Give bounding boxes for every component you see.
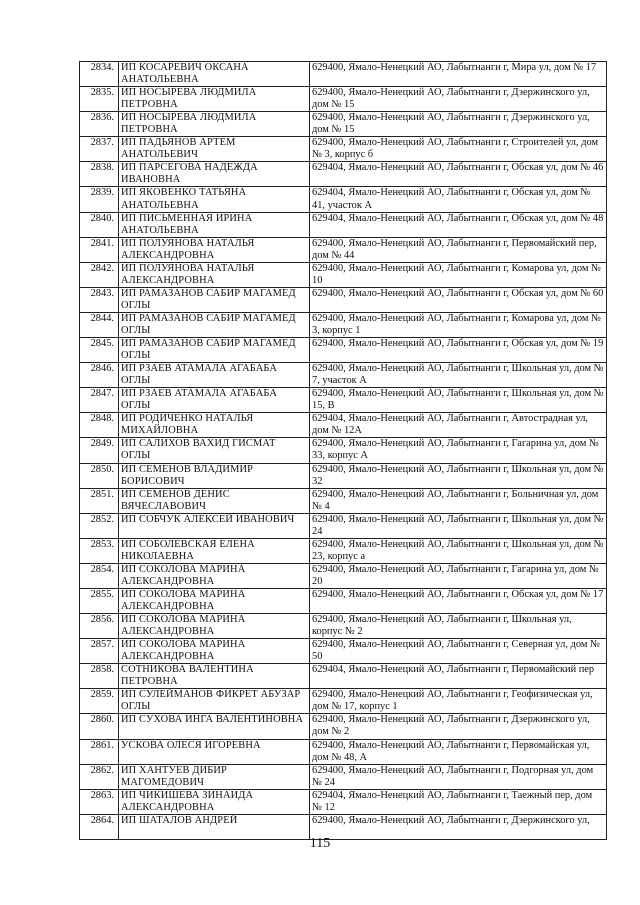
row-number: 2850. bbox=[80, 463, 119, 488]
entrepreneur-name: ИП ЧИКИШЕВА ЗИНАИДА АЛЕКСАНДРОВНА bbox=[119, 789, 310, 814]
entrepreneur-address: 629400, Ямало-Ненецкий АО, Лабытнанги г, Первомайский пер, дом № 44 bbox=[310, 237, 607, 262]
row-number: 2837. bbox=[80, 137, 119, 162]
entrepreneur-address: 629400, Ямало-Ненецкий АО, Лабытнанги г, Первомайская ул, дом № 48, А bbox=[310, 739, 607, 764]
entrepreneur-name: ИП СУХОВА ИНГА ВАЛЕНТИНОВНА bbox=[119, 714, 310, 739]
table-row bbox=[80, 438, 607, 463]
entrepreneur-address: 629400, Ямало-Ненецкий АО, Лабытнанги г, Школьная ул, дом № 23, корпус а bbox=[310, 538, 607, 563]
entrepreneur-address: 629400, Ямало-Ненецкий АО, Лабытнанги г, Северная ул, дом № 50 bbox=[310, 639, 607, 664]
row-number: 2838. bbox=[80, 162, 119, 187]
row-number: 2862. bbox=[80, 764, 119, 789]
table-row bbox=[80, 789, 607, 814]
table-row bbox=[80, 488, 607, 513]
table-row bbox=[80, 287, 607, 312]
table-row bbox=[80, 388, 607, 413]
row-number: 2847. bbox=[80, 388, 119, 413]
entrepreneur-address: 629400, Ямало-Ненецкий АО, Лабытнанги г, Дзержинского ул, bbox=[310, 814, 607, 839]
entrepreneur-name: УСКОВА ОЛЕСЯ ИГОРЕВНА bbox=[119, 739, 310, 764]
entrepreneur-address: 629400, Ямало-Ненецкий АО, Лабытнанги г, Школьная ул, дом № 24 bbox=[310, 513, 607, 538]
table-row bbox=[80, 137, 607, 162]
row-number: 2843. bbox=[80, 287, 119, 312]
entrepreneur-name: ИП СУЛЕЙМАНОВ ФИКРЕТ АБУЗАР ОГЛЫ bbox=[119, 689, 310, 714]
entrepreneur-name: ИП НОСЫРЕВА ЛЮДМИЛА ПЕТРОВНА bbox=[119, 87, 310, 112]
table-row bbox=[80, 62, 607, 87]
row-number: 2857. bbox=[80, 639, 119, 664]
entrepreneur-address: 629400, Ямало-Ненецкий АО, Лабытнанги г, Комарова ул, дом № 10 bbox=[310, 262, 607, 287]
row-number: 2859. bbox=[80, 689, 119, 714]
row-number: 2864. bbox=[80, 814, 119, 839]
entrepreneur-address: 629400, Ямало-Ненецкий АО, Лабытнанги г, Дзержинского ул, дом № 15 bbox=[310, 87, 607, 112]
table-row bbox=[80, 689, 607, 714]
entrepreneur-name: ИП САЛИХОВ ВАХИД ГИСМАТ ОГЛЫ bbox=[119, 438, 310, 463]
entrepreneur-address: 629404, Ямало-Ненецкий АО, Лабытнанги г, Первомайский пер bbox=[310, 664, 607, 689]
table-row bbox=[80, 588, 607, 613]
entrepreneur-name: ИП СОКОЛОВА МАРИНА АЛЕКСАНДРОВНА bbox=[119, 639, 310, 664]
entrepreneur-address: 629404, Ямало-Ненецкий АО, Лабытнанги г, Таежный пер, дом № 12 bbox=[310, 789, 607, 814]
entrepreneur-address: 629400, Ямало-Ненецкий АО, Лабытнанги г, Школьная ул, дом № 7, участок А bbox=[310, 363, 607, 388]
entrepreneur-address: 629400, Ямало-Ненецкий АО, Лабытнанги г, Геофизическая ул, дом № 17, корпус 1 bbox=[310, 689, 607, 714]
table-row bbox=[80, 664, 607, 689]
entrepreneur-name: ИП РАМАЗАНОВ САБИР МАГАМЕД ОГЛЫ bbox=[119, 287, 310, 312]
row-number: 2863. bbox=[80, 789, 119, 814]
row-number: 2856. bbox=[80, 614, 119, 639]
table-row bbox=[80, 714, 607, 739]
entrepreneur-name: ИП СОБОЛЕВСКАЯ ЕЛЕНА НИКОЛАЕВНА bbox=[119, 538, 310, 563]
row-number: 2846. bbox=[80, 363, 119, 388]
row-number: 2839. bbox=[80, 187, 119, 212]
table-row bbox=[80, 262, 607, 287]
entrepreneur-name: ИП НОСЫРЕВА ЛЮДМИЛА ПЕТРОВНА bbox=[119, 112, 310, 137]
row-number: 2855. bbox=[80, 588, 119, 613]
row-number: 2853. bbox=[80, 538, 119, 563]
entrepreneur-address: 629400, Ямало-Ненецкий АО, Лабытнанги г, Строителей ул, дом № 3, корпус б bbox=[310, 137, 607, 162]
entrepreneur-address: 629400, Ямало-Ненецкий АО, Лабытнанги г, Гагарина ул, дом № 20 bbox=[310, 563, 607, 588]
entrepreneur-address: 629400, Ямало-Ненецкий АО, Лабытнанги г, Обская ул, дом № 19 bbox=[310, 338, 607, 363]
table-row bbox=[80, 187, 607, 212]
entrepreneur-address: 629404, Ямало-Ненецкий АО, Лабытнанги г, Обская ул, дом № 41, участок А bbox=[310, 187, 607, 212]
entrepreneur-address: 629404, Ямало-Ненецкий АО, Лабытнанги г, Обская ул, дом № 48 bbox=[310, 212, 607, 237]
entrepreneur-address: 629400, Ямало-Ненецкий АО, Лабытнанги г, Обская ул, дом № 17 bbox=[310, 588, 607, 613]
entrepreneur-name: ИП ЯКОВЕНКО ТАТЬЯНА АНАТОЛЬЕВНА bbox=[119, 187, 310, 212]
table-row bbox=[80, 739, 607, 764]
table-row bbox=[80, 639, 607, 664]
table-row bbox=[80, 162, 607, 187]
row-number: 2836. bbox=[80, 112, 119, 137]
entrepreneur-name: ИП ШАТАЛОВ АНДРЕЙ bbox=[119, 814, 310, 839]
table-row bbox=[80, 614, 607, 639]
table-row bbox=[80, 338, 607, 363]
table-row bbox=[80, 87, 607, 112]
row-number: 2854. bbox=[80, 563, 119, 588]
entrepreneur-address: 629400, Ямало-Ненецкий АО, Лабытнанги г, Гагарина ул, дом № 33, корпус А bbox=[310, 438, 607, 463]
entrepreneur-name: ИП РАМАЗАНОВ САБИР МАГАМЕД ОГЛЫ bbox=[119, 338, 310, 363]
entrepreneur-name: ИП СОКОЛОВА МАРИНА АЛЕКСАНДРОВНА bbox=[119, 614, 310, 639]
entrepreneur-name: ИП ПАРСЕГОВА НАДЕЖДА ИВАНОВНА bbox=[119, 162, 310, 187]
entrepreneur-name: ИП ПОЛУЯНОВА НАТАЛЬЯ АЛЕКСАНДРОВНА bbox=[119, 237, 310, 262]
row-number: 2858. bbox=[80, 664, 119, 689]
entrepreneur-name: ИП ПАДЬЯНОВ АРТЕМ АНАТОЛЬЕВИЧ bbox=[119, 137, 310, 162]
entrepreneur-name: ИП СЕМЕНОВ ВЛАДИМИР БОРИСОВИЧ bbox=[119, 463, 310, 488]
entrepreneur-name: ИП РОДИЧЕНКО НАТАЛЬЯ МИХАЙЛОВНА bbox=[119, 413, 310, 438]
entrepreneur-name: ИП ПИСЬМЕННАЯ ИРИНА АНАТОЛЬЕВНА bbox=[119, 212, 310, 237]
entrepreneur-address: 629400, Ямало-Ненецкий АО, Лабытнанги г, Больничная ул, дом № 4 bbox=[310, 488, 607, 513]
entrepreneur-address: 629400, Ямало-Ненецкий АО, Лабытнанги г, Дзержинского ул, дом № 15 bbox=[310, 112, 607, 137]
entrepreneur-address: 629400, Ямало-Ненецкий АО, Лабытнанги г, Школьная ул, корпус № 2 bbox=[310, 614, 607, 639]
table-row bbox=[80, 563, 607, 588]
entrepreneur-address: 629400, Ямало-Ненецкий АО, Лабытнанги г, Школьная ул, дом № 15, В bbox=[310, 388, 607, 413]
row-number: 2834. bbox=[80, 62, 119, 87]
table-row bbox=[80, 538, 607, 563]
row-number: 2840. bbox=[80, 212, 119, 237]
row-number: 2844. bbox=[80, 312, 119, 337]
row-number: 2861. bbox=[80, 739, 119, 764]
table-row bbox=[80, 764, 607, 789]
row-number: 2860. bbox=[80, 714, 119, 739]
page-number: 115 bbox=[309, 836, 331, 851]
entrepreneur-name: ИП РЗАЕВ АТАМАЛА АГАБАБА ОГЛЫ bbox=[119, 388, 310, 413]
registry-table-body bbox=[80, 62, 607, 840]
table-row bbox=[80, 112, 607, 137]
entrepreneur-name: ИП СЕМЕНОВ ДЕНИС ВЯЧЕСЛАВОВИЧ bbox=[119, 488, 310, 513]
table-row bbox=[80, 212, 607, 237]
table-row bbox=[80, 463, 607, 488]
entrepreneur-address: 629400, Ямало-Ненецкий АО, Лабытнанги г, Подгорная ул, дом № 24 bbox=[310, 764, 607, 789]
table-row bbox=[80, 413, 607, 438]
entrepreneur-name: ИП ХАНТУЕВ ДИБИР МАГОМЕДОВИЧ bbox=[119, 764, 310, 789]
table-row bbox=[80, 312, 607, 337]
entrepreneur-name: ИП ПОЛУЯНОВА НАТАЛЬЯ АЛЕКСАНДРОВНА bbox=[119, 262, 310, 287]
row-number: 2849. bbox=[80, 438, 119, 463]
row-number: 2848. bbox=[80, 413, 119, 438]
entrepreneur-name: ИП РАМАЗАНОВ САБИР МАГАМЕД ОГЛЫ bbox=[119, 312, 310, 337]
table-row bbox=[80, 513, 607, 538]
entrepreneur-address: 629400, Ямало-Ненецкий АО, Лабытнанги г, Школьная ул, дом № 32 bbox=[310, 463, 607, 488]
entrepreneur-address: 629404, Ямало-Ненецкий АО, Лабытнанги г, Обская ул, дом № 46 bbox=[310, 162, 607, 187]
table-row bbox=[80, 363, 607, 388]
row-number: 2841. bbox=[80, 237, 119, 262]
entrepreneur-address: 629400, Ямало-Ненецкий АО, Лабытнанги г, Мира ул, дом № 17 bbox=[310, 62, 607, 87]
entrepreneur-address: 629400, Ямало-Ненецкий АО, Лабытнанги г, Обская ул, дом № 60 bbox=[310, 287, 607, 312]
entrepreneur-name: ИП СОКОЛОВА МАРИНА АЛЕКСАНДРОВНА bbox=[119, 563, 310, 588]
row-number: 2851. bbox=[80, 488, 119, 513]
entrepreneur-name: ИП КОСАРЕВИЧ ОКСАНА АНАТОЛЬЕВНА bbox=[119, 62, 310, 87]
entrepreneur-address: 629400, Ямало-Ненецкий АО, Лабытнанги г, Комарова ул, дом № 3, корпус 1 bbox=[310, 312, 607, 337]
row-number: 2852. bbox=[80, 513, 119, 538]
entrepreneur-address: 629404, Ямало-Ненецкий АО, Лабытнанги г, Автострадная ул, дом № 12А bbox=[310, 413, 607, 438]
entrepreneur-name: СОТНИКОВА ВАЛЕНТИНА ПЕТРОВНА bbox=[119, 664, 310, 689]
row-number: 2845. bbox=[80, 338, 119, 363]
entrepreneur-name: ИП СОКОЛОВА МАРИНА АЛЕКСАНДРОВНА bbox=[119, 588, 310, 613]
row-number: 2842. bbox=[80, 262, 119, 287]
entrepreneur-name: ИП РЗАЕВ АТАМАЛА АГАБАБА ОГЛЫ bbox=[119, 363, 310, 388]
entrepreneur-address: 629400, Ямало-Ненецкий АО, Лабытнанги г, Дзержинского ул, дом № 2 bbox=[310, 714, 607, 739]
table-row bbox=[80, 237, 607, 262]
row-number: 2835. bbox=[80, 87, 119, 112]
registry-table bbox=[79, 61, 607, 840]
entrepreneur-name: ИП СОБЧУК АЛЕКСЕЙ ИВАНОВИЧ bbox=[119, 513, 310, 538]
